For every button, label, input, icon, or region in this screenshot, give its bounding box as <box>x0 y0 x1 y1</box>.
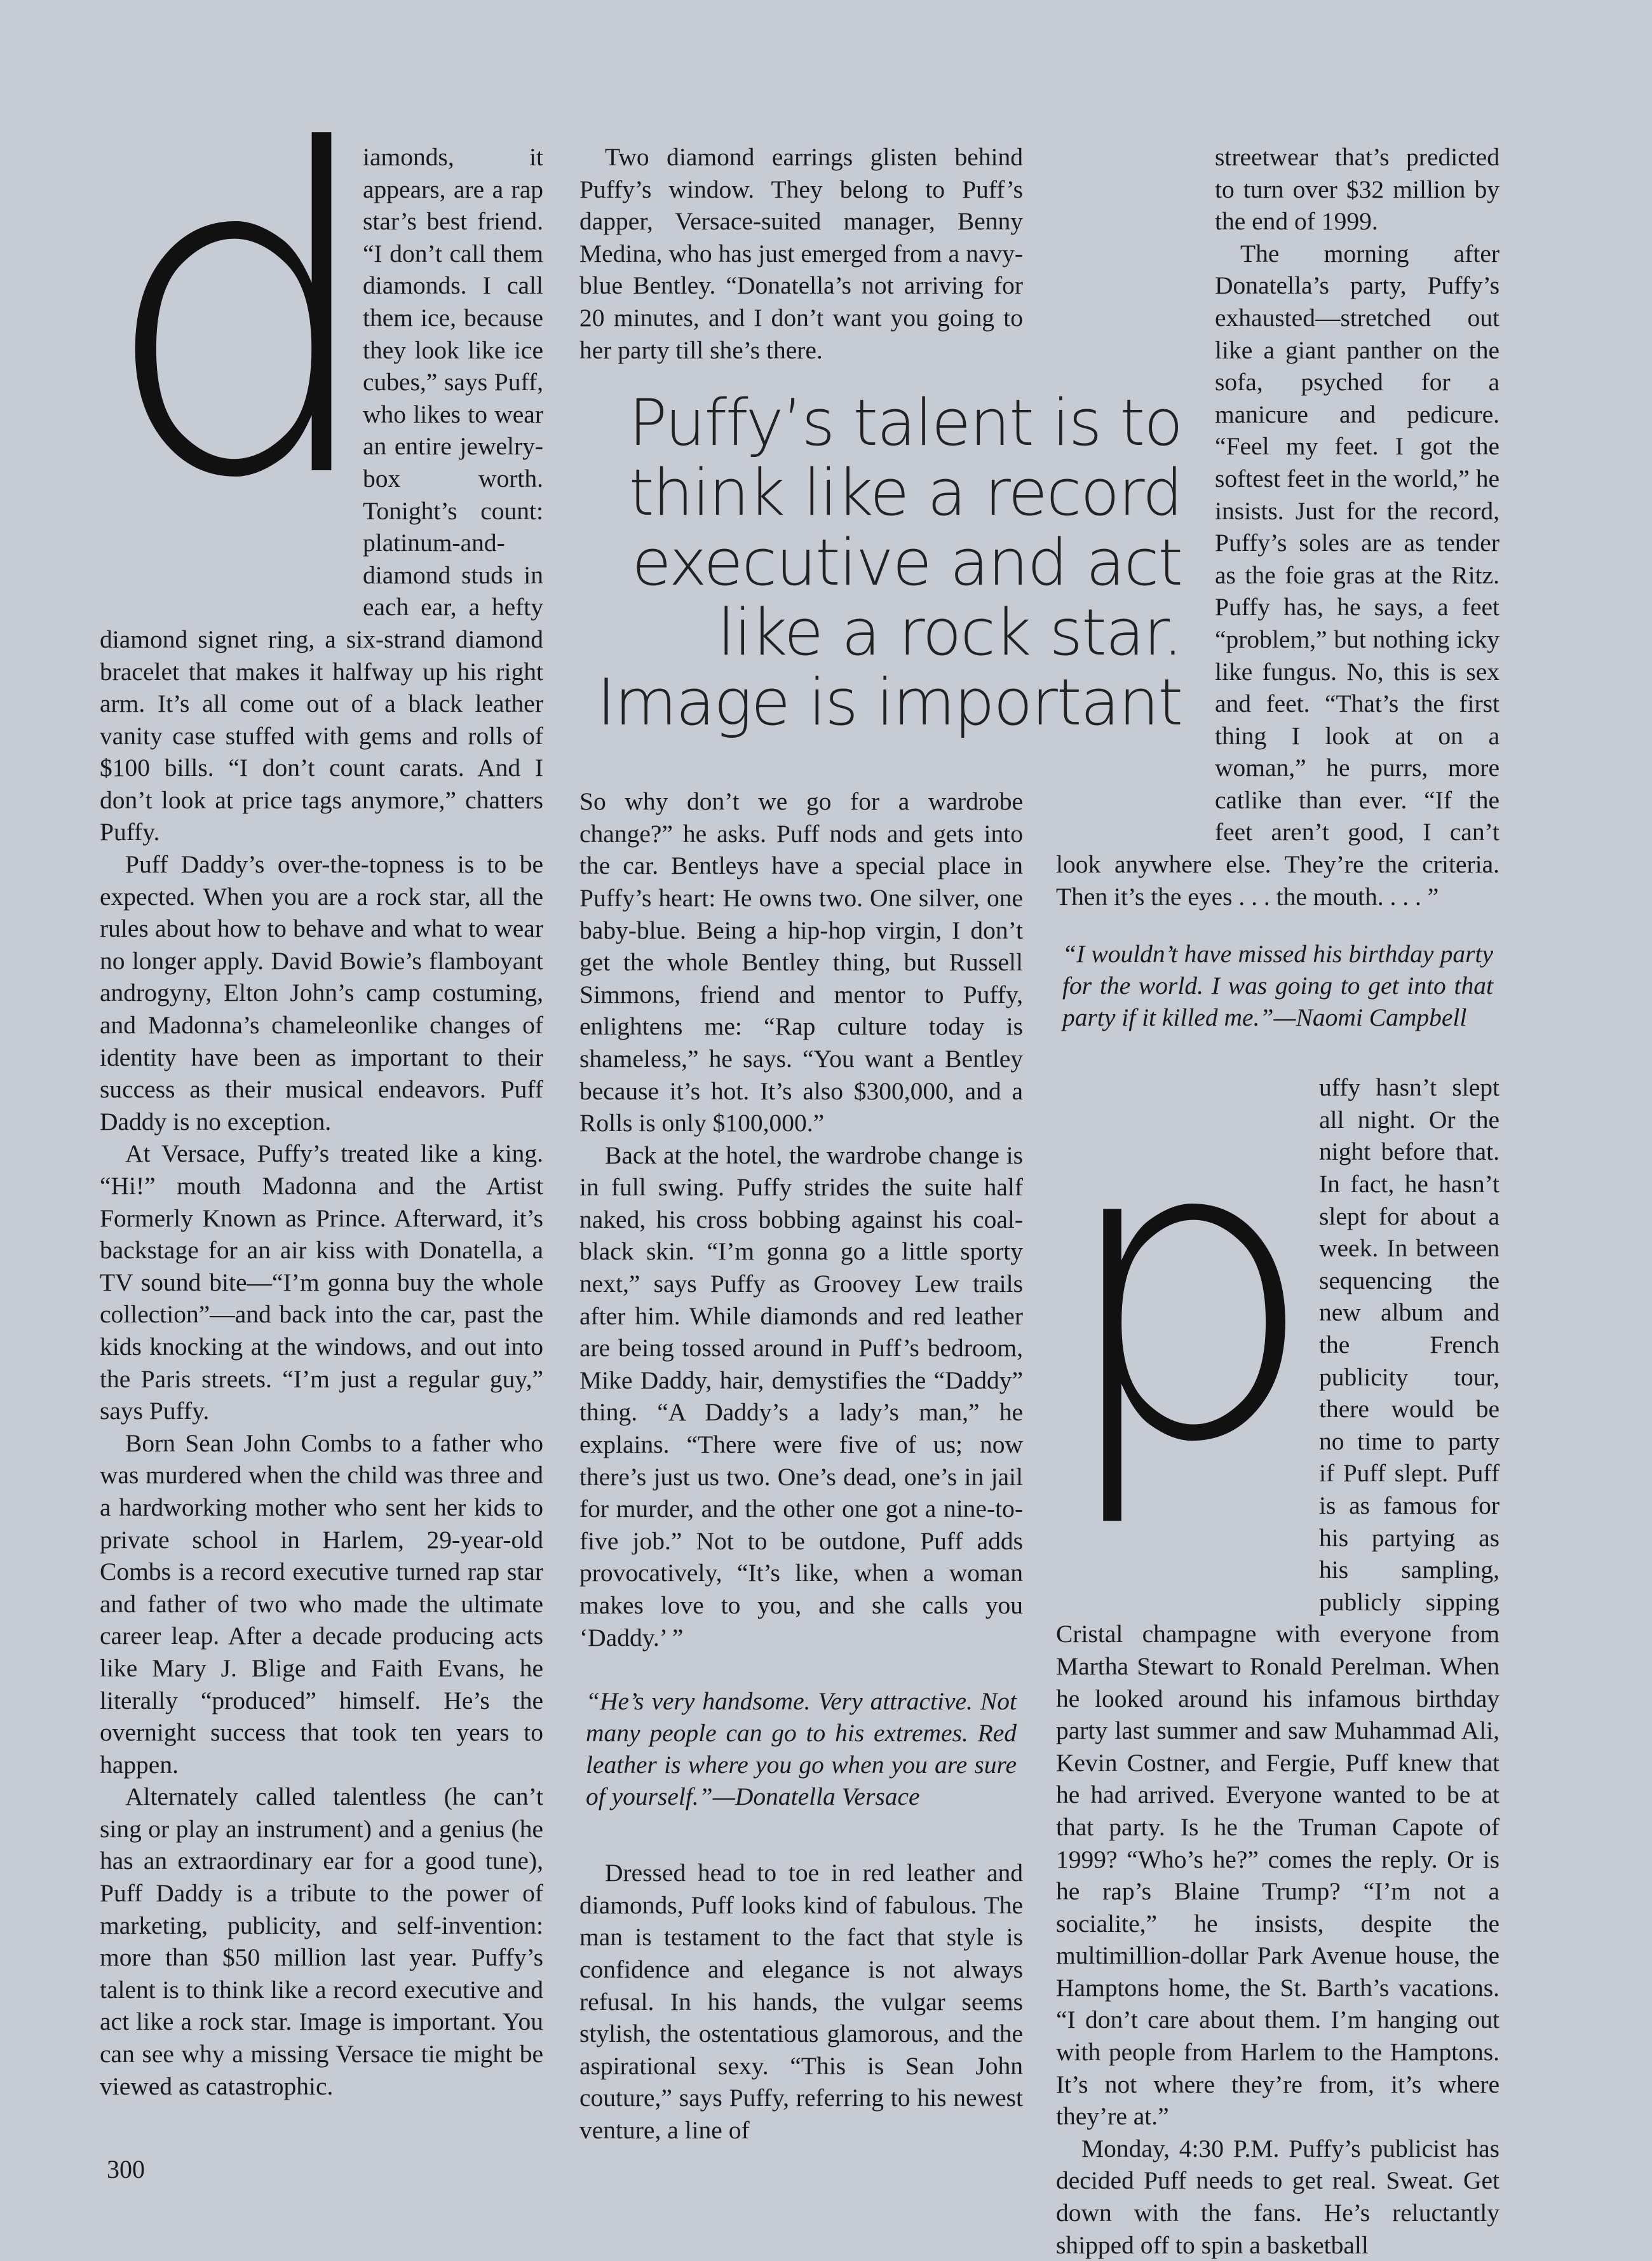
drop-cap-d: d <box>100 58 383 576</box>
page-number: 300 <box>107 2155 145 2183</box>
paragraph: Born Sean John Combs to a father who was murdered when the child was three and a hardworking mother who sent her kids to private school in Harlem, 29-year-old Combs is a record executive turned rap star and father of two who made the ultimate career leap. After a decade producing acts like Mary J. Blige and Faith Evans, he literally “produced” himself. He’s the overnight success that took ten years to happen. <box>100 1429 543 1779</box>
paragraph: Monday, 4:30 P.M. Puffy’s publicist has decided Puff needs to get real. Sweat. Get down with the fans. He’s reluctantly shipped off to spin a basketball <box>1056 2134 1500 2259</box>
paragraph: At Versace, Puffy’s treated like a king. “Hi!” mouth Madonna and the Artist Formerly Known as Prince. Afterward, it’s backstage for an air kiss with Donatella, a TV sound bite—“I’m gonna buy the whole collection”—and back into the car, past the kids knocking at the windows, and out into the Paris streets. “I’m just a regular guy,” says Puffy. <box>100 1139 543 1425</box>
paragraph: Dressed head to toe in red leather and diamonds, Puff looks kind of fabulous. The man is testament to the fact that style is confidence and elegance is not always refusal. In his hands, the vulgar seems stylish, the ostentatious glamorous, and the aspirational sexy. “This is Sean John couture,” says Puffy, referring to his newest venture, a line of <box>579 1859 1023 2144</box>
quote-donatella: “He’s very handsome. Very attractive. Not many people can go to his extremes. Red leather is where you go when you are sure of yourself.”—Donatella Versace <box>586 1687 1017 1811</box>
paragraph: Back at the hotel, the wardrobe change is in full swing. Puffy strides the suite half naked, his cross bobbing against his coal-black skin. “I’m gonna go a little sporty next,” says Puffy as Groovey Lew trails after him. While diamonds and red leather are being tossed around in Puff’s bedroom, Mike Daddy, hair, demystifies the “Daddy” thing. “A Daddy’s a lady’s man,” he explains. “There were five of us; now there’s just us two. One’s dead, one’s in jail for murder, and the other one got a nine-to-five job.” Not to be outdone, Puff adds provocatively, “It’s like, when a woman makes love to you, and she calls you ‘Daddy.’ ” <box>579 1141 1023 1652</box>
paragraph: streetwear that’s predicted to turn over $32 million by the end of 1999. <box>1215 143 1500 236</box>
drop-cap-p: p <box>1056 1052 1318 1533</box>
pull-quote: Puffy’s talent is to think like a record executive and act like a rock star. Image is important <box>597 385 1182 740</box>
paragraph: uffy hasn’t slept all night. Or the night before that. In fact, he hasn’t slept for about a week. In between sequencing the new album and the French publicity tour, there would be no time to party if Puff slept. Puff is as famous for his partying as his sampling, publicly sipping Cristal champagne with everyone from Martha Stewart to Ronald Perelman. When he looked around his infamous birthday party last summer and saw Muhammad Ali, Kevin Costner, and Fergie, Puff knew that he had arrived. Everyone wanted to be at that party. Is he the Truman Capote of 1999? “Who’s he?” comes the reply. Or is he rap’s Blaine Trump? “I’m not a socialite,” he insists, despite the multimillion-dollar Park Avenue house, the Hamptons home, the St. Barth’s vacations. “I don’t care about them. I’m hanging out with people from Harlem to the Hamptons. It’s not where they’re from, it’s where they’re at.” <box>1056 1073 1500 2131</box>
paragraph: Puff Daddy’s over-the-topness is to be expected. When you are a rock star, all the rules about how to behave and what to wear no longer apply. David Bowie’s flamboyant androgyny, Elton John’s camp costuming, and Madonna’s chameleonlike changes of identity have been as important to their success as their musical endeavors. Puff Daddy is no exception. <box>100 850 543 1136</box>
paragraph: iamonds, it appears, are a rap star’s best friend. “I don’t call them diamonds. I call them ice, because they look like ice cubes,” says Puff, who likes to wear an entire jewelry-box worth. Tonight’s count: platinum-and-diamond studs in each ear, a hefty diamond signet ring, a six-strand diamond bracelet that makes it halfway up his right arm. It’s all come out of a black leather vanity case stuffed with gems and rolls of $100 bills. “I don’t count carats. And I don’t look at price tags anymore,” chatters Puffy. <box>100 143 543 846</box>
column-1 <box>100 58 543 2102</box>
paragraph: So why don’t we go for a wardrobe change?” he asks. Puff nods and gets into the car. Bentleys have a special place in Puffy’s heart: He owns two. One silver, one baby-blue. Being a hip-hop virgin, I don’t get the whole Bentley thing, but Russell Simmons, friend and mentor to Puffy, enlightens me: “Rap culture today is shameless,” he says. “You want a Bentley because it’s hot. It’s also $300,000, and a Rolls is only $100,000.” <box>579 787 1023 1137</box>
quote-naomi: “I wouldn’t have missed his birthday party for the world. I was going to get into that party if it killed me.”—Naomi Campbell <box>1062 940 1493 1032</box>
paragraph: Two diamond earrings glisten behind Puffy’s window. They belong to Puff’s dapper, Versace-suited manager, Benny Medina, who has just emerged from a navy-blue Bentley. “Donatella’s not arriving for 20 minutes, and I don’t want you going to her party till she’s there. <box>579 143 1023 364</box>
paragraph: Alternately called talentless (he can’t sing or play an instrument) and a genius (he has an extraordinary ear for a good tune), Puff Daddy is a tribute to the power of marketing, publicity, and self-invention: more than $50 million last year. Puffy’s talent is to think like a record executive and act like a rock star. Image is important. You can see why a missing Versace tie might be viewed as catastrophic. <box>100 1782 543 2100</box>
paragraph: The morning after Donatella’s party, Puffy’s exhausted—stretched out like a giant panther on the sofa, psyched for a manicure and pedicure. “Feel my feet. I got the softest feet in the world,” he insists. Just for the record, Puffy’s soles are as tender as the foie gras at the Ritz. Puffy has, he says, a feet “problem,” but nothing icky like fungus. No, this is sex and feet. “That’s the first thing I look at on a woman,” he purrs, more catlike than ever. “If the feet aren’t good, I can’t look anywhere else. They’re the criteria. Then it’s the eyes . . . the mouth. . . . ” <box>1056 239 1500 911</box>
